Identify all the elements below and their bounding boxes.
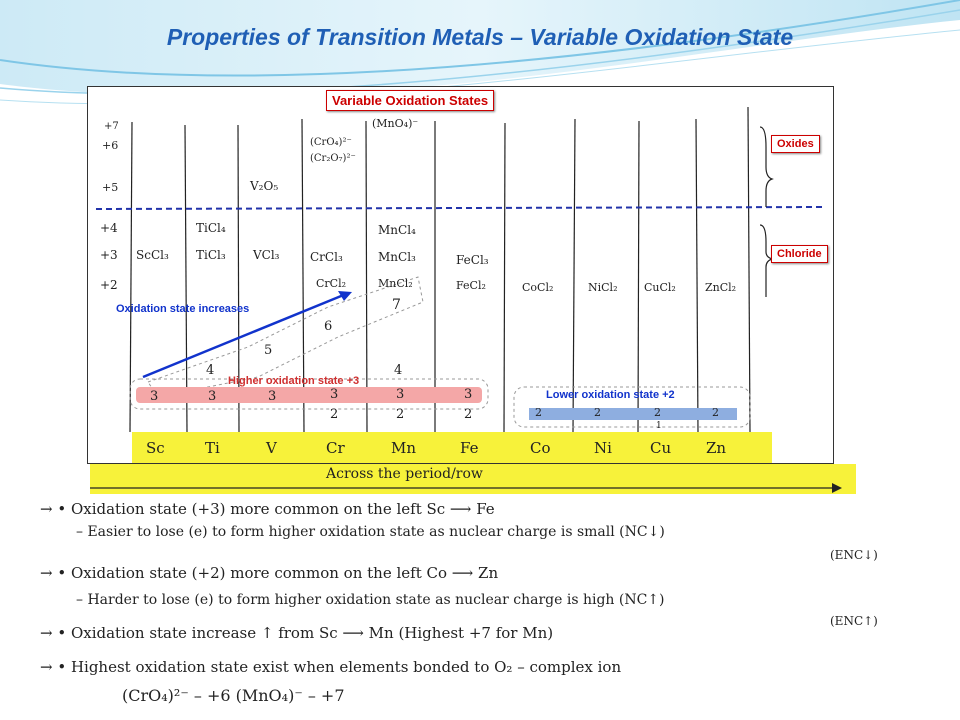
oxidation-chart-panel bbox=[87, 86, 834, 464]
compound-ticl3: TiCl₃ bbox=[196, 248, 226, 262]
arrow-label: Oxidation state increases bbox=[116, 303, 250, 315]
level-label: +5 bbox=[102, 181, 119, 194]
compound-sccl3: ScCl₃ bbox=[136, 248, 169, 262]
compound-v2o5: V₂O₅ bbox=[250, 179, 279, 193]
level-label: +6 bbox=[102, 139, 119, 152]
oxides-label: Oxides bbox=[771, 135, 820, 153]
element-label: Cu bbox=[650, 439, 672, 457]
max-state: 7 bbox=[392, 297, 401, 313]
note-line: → • Highest oxidation state exist when elements bonded to O₂ – complex ion bbox=[40, 658, 622, 676]
mn-extra: 4 bbox=[394, 363, 403, 378]
compound-nicl2: NiCl₂ bbox=[588, 281, 618, 294]
level-label: +2 bbox=[100, 278, 118, 292]
lower-value: 2 bbox=[654, 406, 661, 419]
oxide-chloride-divider bbox=[96, 207, 823, 209]
higher-state-band bbox=[136, 387, 482, 403]
compound-crcl3: CrCl₃ bbox=[310, 250, 343, 264]
max-state: 4 bbox=[206, 363, 215, 378]
level-label: +7 bbox=[104, 121, 119, 132]
level-label: +4 bbox=[100, 221, 118, 235]
element-label: V bbox=[266, 439, 277, 457]
compound-cr2o7: (Cr₂O₇)²⁻ bbox=[310, 153, 356, 164]
compound-ticl4: TiCl₄ bbox=[196, 221, 226, 235]
element-label: Fe bbox=[460, 439, 479, 457]
note-line: (CrO₄)²⁻ – +6 (MnO₄)⁻ – +7 bbox=[122, 686, 345, 705]
note-line: – Easier to lose (e) to form higher oxidation state as nuclear charge is small (NC↓) bbox=[76, 524, 665, 540]
compound-mno4: (MnO₄)⁻ bbox=[372, 117, 419, 130]
compound-cocl2: CoCl₂ bbox=[522, 281, 554, 294]
lower-value: 2 bbox=[535, 406, 542, 419]
oxidation-chart-svg bbox=[88, 87, 833, 463]
lower-state-band bbox=[529, 408, 737, 420]
row3-value: 3 bbox=[208, 389, 217, 404]
compound-mncl4: MnCl₄ bbox=[378, 223, 416, 237]
chloride-label: Chloride bbox=[771, 245, 828, 263]
compound-fecl2: FeCl₂ bbox=[456, 279, 486, 292]
row3-value: 3 bbox=[330, 387, 339, 402]
lower-value: 2 bbox=[594, 406, 601, 419]
compound-vcl3: VCl₃ bbox=[253, 248, 280, 262]
compound-mncl3: MnCl₃ bbox=[378, 250, 416, 264]
notes-header: Across the period/row bbox=[326, 466, 483, 482]
element-label: Cr bbox=[326, 439, 345, 457]
row3-value: 3 bbox=[396, 387, 405, 402]
handwritten-notes bbox=[30, 464, 930, 716]
slide-title: Properties of Transition Metals – Variable Oxidation State bbox=[166, 24, 794, 50]
level-label: +3 bbox=[100, 248, 118, 262]
element-label: Sc bbox=[146, 439, 165, 457]
compound-cro4: (CrO₄)²⁻ bbox=[310, 137, 352, 148]
element-label: Ti bbox=[205, 439, 220, 457]
element-strip bbox=[132, 432, 772, 463]
compound-zncl2: ZnCl₂ bbox=[705, 281, 737, 294]
note-line: – Harder to lose (e) to form higher oxidation state as nuclear charge is high (NC↑) bbox=[76, 592, 665, 608]
element-label: Co bbox=[530, 439, 551, 457]
chart-heading: Variable Oxidation States bbox=[326, 90, 494, 111]
row3-value: 3 bbox=[464, 387, 473, 402]
row3-value: 3 bbox=[150, 389, 159, 404]
cu-one: 1 bbox=[656, 421, 662, 431]
compound-crcl2: CrCl₂ bbox=[316, 277, 347, 290]
max-state: 6 bbox=[324, 319, 333, 334]
note-line: → • Oxidation state increase ↑ from Sc ⟶ Mn (Highest +7 for Mn) bbox=[40, 624, 554, 642]
max-state: 5 bbox=[264, 343, 273, 358]
higher-state-label: Higher oxidation state +3 bbox=[228, 375, 360, 387]
element-label: Mn bbox=[391, 439, 417, 457]
compound-fecl3: FeCl₃ bbox=[456, 253, 489, 267]
note-line: (ENC↓) bbox=[830, 548, 878, 562]
element-label: Ni bbox=[594, 439, 612, 457]
row2-value: 2 bbox=[464, 407, 473, 422]
compound-cucl2: CuCl₂ bbox=[644, 281, 676, 294]
row2-value: 2 bbox=[330, 407, 339, 422]
lower-value: 2 bbox=[712, 406, 719, 419]
note-line: (ENC↑) bbox=[830, 614, 878, 628]
lower-state-label: Lower oxidation state +2 bbox=[546, 389, 675, 401]
compound-mncl2: MnCl₂ bbox=[378, 277, 413, 290]
row2-value: 2 bbox=[396, 407, 405, 422]
note-line: → • Oxidation state (+3) more common on the left Sc ⟶ Fe bbox=[40, 500, 495, 518]
note-line: → • Oxidation state (+2) more common on the left Co ⟶ Zn bbox=[40, 564, 499, 582]
row3-value: 3 bbox=[268, 389, 277, 404]
element-label: Zn bbox=[706, 439, 727, 457]
